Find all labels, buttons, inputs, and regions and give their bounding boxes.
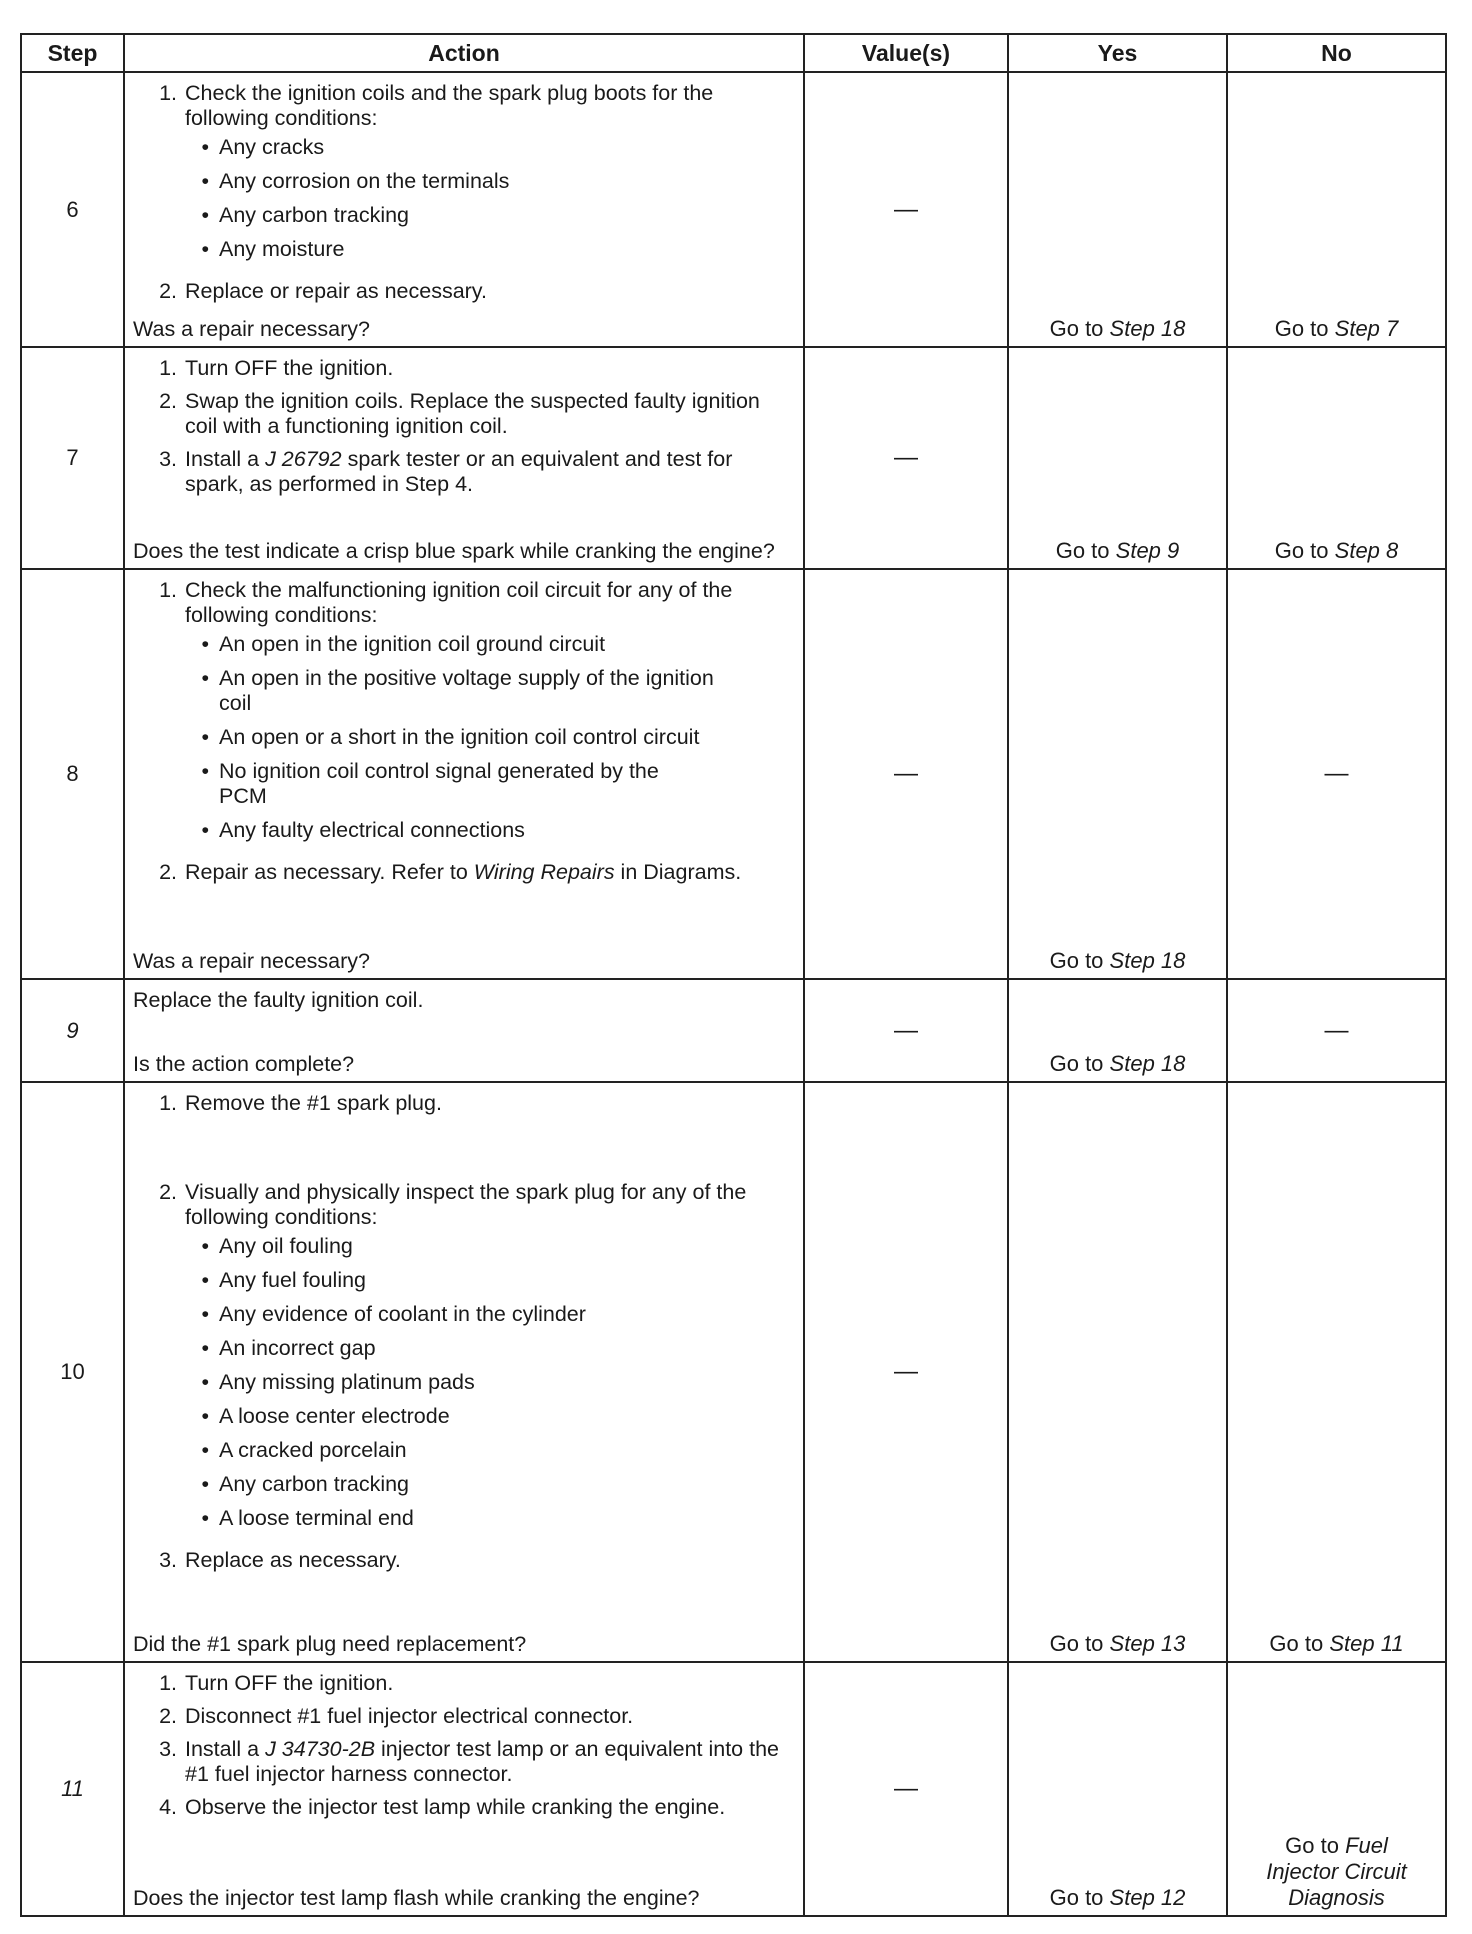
instruction-part: in Diagrams. [614,860,742,884]
go-to-label: Go to [1274,316,1329,341]
go-to-label: Go to [1049,1631,1104,1656]
instruction: Remove the #1 spark plug. [185,1091,442,1115]
bullet: Any cracks [219,135,325,159]
bullet: Any faulty electrical connections [219,818,525,842]
value-dash: — [804,979,1008,1082]
reference-link: Wiring Repairs [473,860,615,884]
question: Was a repair necessary? [133,317,370,341]
no-step-ref: Step 11 [1329,1631,1404,1656]
header-no: No [1227,34,1446,72]
question: Did the #1 spark plug need replacement? [133,1632,527,1656]
bullet: An incorrect gap [219,1336,376,1360]
instruction: Replace as necessary. [185,1548,401,1572]
instruction: Visually and physically inspect the spark plug for any of the following conditions: [185,1180,747,1229]
table-row [21,979,1446,1082]
bullet: Any evidence of coolant in the cylinder [219,1302,586,1326]
go-to-label: Go to [1285,1833,1339,1858]
yes-step-ref: Step 9 [1115,538,1180,563]
header-step: Step [21,34,124,72]
header-row [21,34,1446,72]
value-dash: — [804,1662,1008,1916]
header-values: Value(s) [804,34,1008,72]
bullet: No ignition coil control signal generated by the PCM [219,759,659,808]
bullet: Any oil fouling [219,1234,353,1258]
bullet: Any carbon tracking [219,1472,410,1496]
go-to-label: Go to [1049,1885,1104,1910]
value-dash: — [804,569,1008,979]
yes-step-ref: Step 18 [1109,948,1186,973]
go-to-label: Go to [1055,538,1110,563]
yes-cell [1008,347,1227,569]
bullet: An open in the ignition coil ground circuit [219,632,606,656]
bullet: A loose center electrode [219,1404,450,1428]
header-action: Action [124,34,804,72]
table-row [21,347,1446,569]
yes-step-ref: Step 13 [1109,1631,1186,1656]
bullet: Any moisture [219,237,345,261]
instruction: Turn OFF the ignition. [185,356,394,380]
header-yes: Yes [1008,34,1227,72]
table-row [21,72,1446,347]
no-cell [1227,1662,1446,1916]
instruction-part: injector test lamp or an equivalent into the #1 fuel injector harness connector. [185,1737,780,1786]
no-dash: — [1227,979,1446,1082]
yes-step-ref: Step 18 [1109,316,1186,341]
instruction-part: Install a [185,1737,266,1761]
question: Is the action complete? [133,1052,355,1076]
action-cell: 1. Turn OFF the ignition. 2. Disconnect #1 fuel injector electrical connector. 3. Install a J 34730-2B injector test lamp or an equivalent into the #1 fuel injector harness connector. 4. Observe the injector test lamp while cranking the engine. Does the injector test lamp flash while cranking the engine? [124,1662,804,1916]
yes-cell [1008,979,1227,1082]
value-dash: — [804,347,1008,569]
go-to-label: Go to [1274,538,1329,563]
bullet: Any fuel fouling [219,1268,367,1292]
instruction-part: Install a [185,447,266,471]
go-to-label: Go to [1049,316,1104,341]
instruction: Check the malfunctioning ignition coil circuit for any of the following conditions: [185,578,733,627]
instruction: Disconnect #1 fuel injector electrical connector. [185,1704,634,1728]
value-dash: — [804,72,1008,347]
question: Does the injector test lamp flash while cranking the engine? [133,1886,700,1910]
table-row [21,1082,1446,1662]
bullet: A cracked porcelain [219,1438,407,1462]
step-number: 7 [21,347,124,569]
step-number: 11 [21,1662,124,1916]
no-cell [1227,72,1446,347]
action-cell: 1. Remove the #1 spark plug. 2. Visually and physically inspect the spark plug for any of the following conditions: • Any oil fouling • Any fuel fouling • Any evidence of coolant in the cylinder • An incorrect gap • Any missing platinum pads • A loose center electrode • A cracked porcelain • Any carbon tracking • A loose terminal end 3. Replace as necessary. Did the #1 spark plug need replacement? [124,1082,804,1662]
tool-ref: J 26792 [265,447,342,471]
go-to-label: Go to [1049,1051,1104,1076]
instruction: Turn OFF the ignition. [185,1671,394,1695]
yes-cell [1008,72,1227,347]
question: Was a repair necessary? [133,949,370,973]
question: Does the test indicate a crisp blue spark while cranking the engine? [133,539,775,563]
yes-step-ref: Step 18 [1109,1051,1186,1076]
yes-cell [1008,569,1227,979]
action-cell: 1. Turn OFF the ignition. 2. Swap the ignition coils. Replace the suspected faulty ignition coil with a functioning ignition coil. 3. Install a J 26792 spark tester or an equivalent and test for spark, as performed in Step 4. Does the test indicate a crisp blue spark while cranking the engine? [124,347,804,569]
instruction: Swap the ignition coils. Replace the suspected faulty ignition coil with a functioning ignition coil. [185,389,760,438]
bullet: Any corrosion on the terminals [219,169,510,193]
no-diagnosis-ref: Fuel Injector Circuit Diagnosis [1266,1833,1407,1910]
action-cell: 1. Check the malfunctioning ignition coil circuit for any of the following conditions: • An open in the ignition coil ground circuit • An open in the positive voltage supply of the ignition coil • An open or a short in the ignition coil control circuit • No ignition coil control signal generated by the PCM • Any faulty electrical connections 2. Repair as necessary. Refer to Wiring Repairs in Diagrams. Was a repair necessary? [124,569,804,979]
no-step-ref: Step 7 [1334,316,1399,341]
instruction-part: Repair as necessary. Refer to [185,860,474,884]
no-dash: — [1227,569,1446,979]
instruction: Observe the injector test lamp while cranking the engine. [185,1795,726,1819]
value-dash: — [804,1082,1008,1662]
instruction-part: spark tester or an equivalent and test for spark, as performed in Step 4. [185,447,733,496]
step-number: 10 [21,1082,124,1662]
yes-cell [1008,1082,1227,1662]
bullet: A loose terminal end [219,1506,414,1530]
yes-step-ref: Step 12 [1109,1885,1186,1910]
step-number: 8 [21,569,124,979]
table-row [21,1662,1446,1916]
go-to-label: Go to [1049,948,1104,973]
step-number: 9 [21,979,124,1082]
no-cell [1227,347,1446,569]
action-cell: 1. Check the ignition coils and the spark plug boots for the following conditions: • Any cracks • Any corrosion on the terminals • Any carbon tracking • Any moisture 2. Replace or repair as necessary. Was a repair necessary? [124,72,804,347]
action-cell [124,979,804,1082]
bullet: An open or a short in the ignition coil control circuit [219,725,700,749]
step-number: 6 [21,72,124,347]
no-cell [1227,1082,1446,1662]
instruction: Replace the faulty ignition coil. [133,988,424,1012]
bullet: Any missing platinum pads [219,1370,475,1394]
bullet: An open in the positive voltage supply of the ignition coil [219,666,714,715]
tool-ref: J 34730-2B [265,1737,376,1761]
yes-cell [1008,1662,1227,1916]
diagnostic-table [20,33,1447,1917]
no-step-ref: Step 8 [1334,538,1399,563]
instruction: Replace or repair as necessary. [185,279,487,303]
table-row [21,569,1446,979]
instruction: Check the ignition coils and the spark plug boots for the following conditions: [185,81,714,130]
bullet: Any carbon tracking [219,203,410,227]
go-to-label: Go to [1269,1631,1324,1656]
